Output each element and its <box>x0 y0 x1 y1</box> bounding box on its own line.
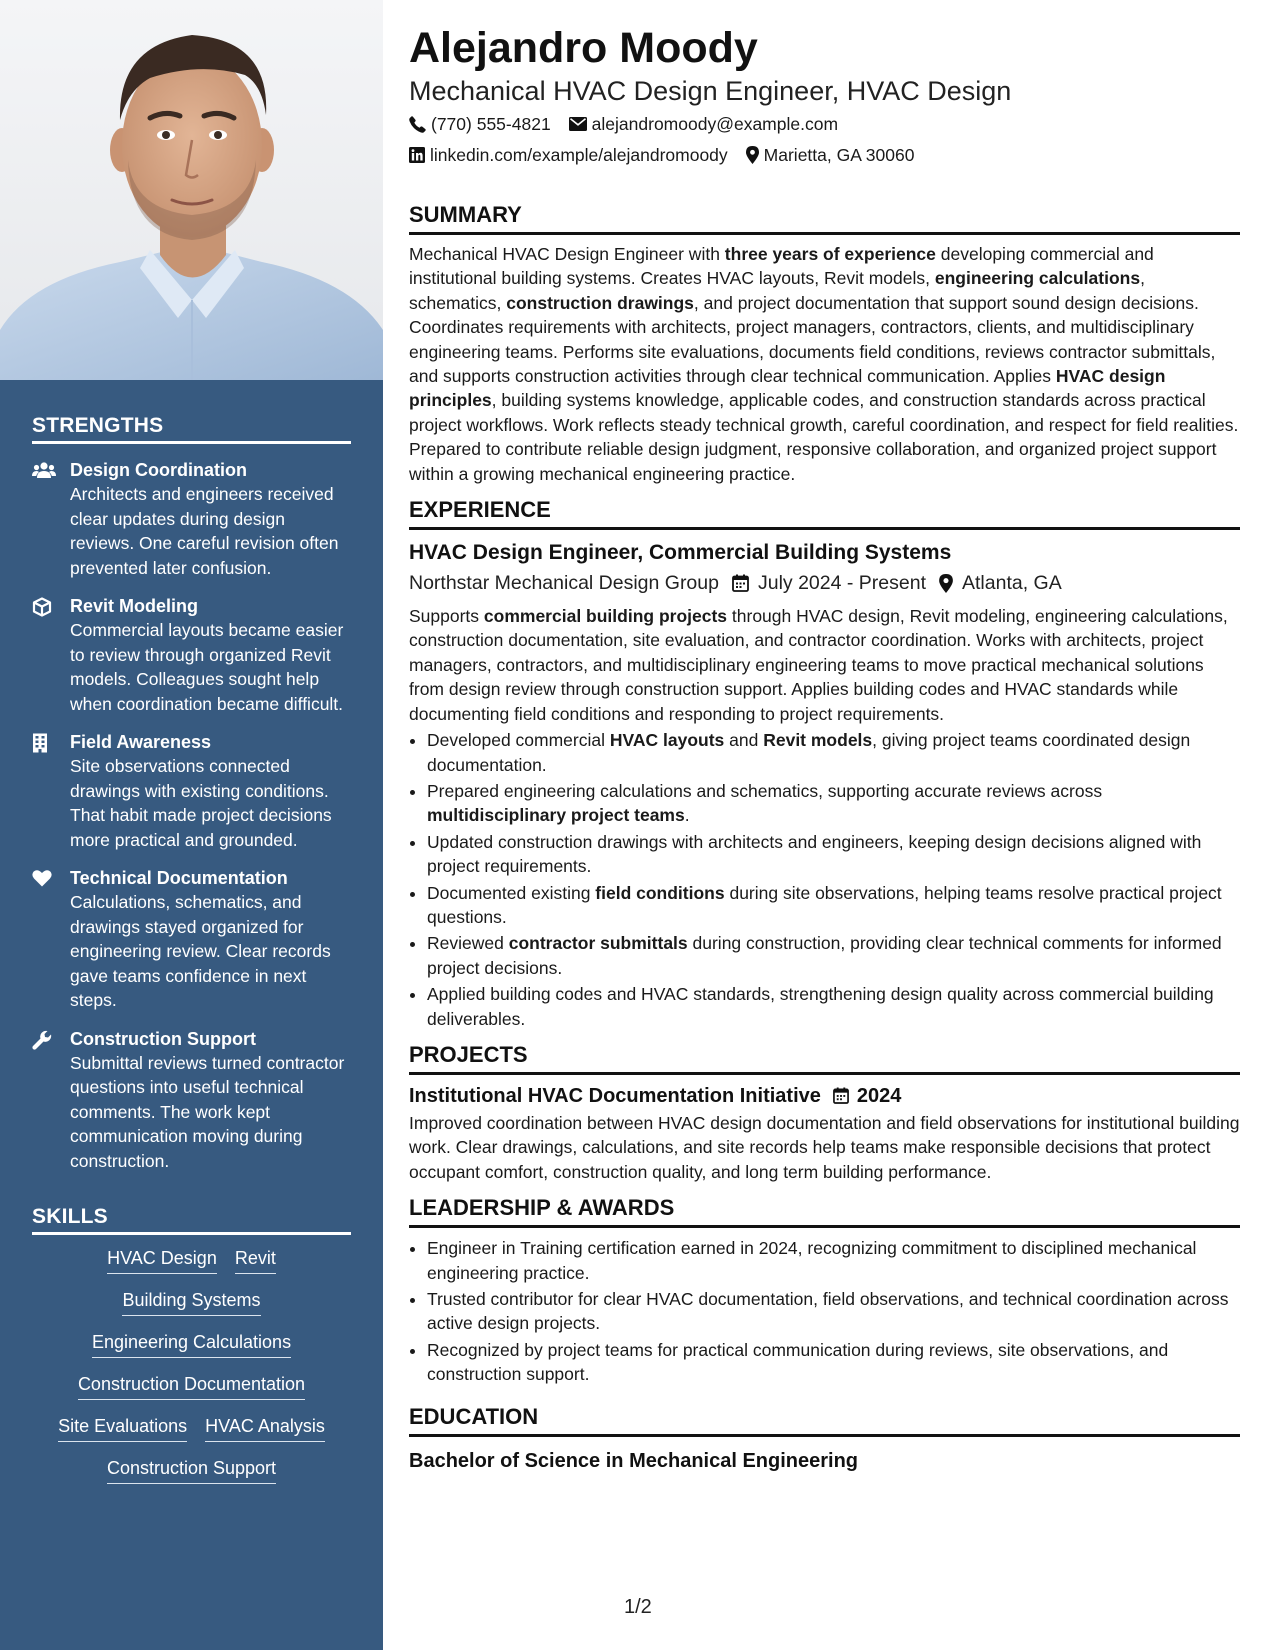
email-text: alejandromoody@example.com <box>591 114 839 134</box>
phone-contact[interactable] <box>409 112 551 136</box>
skills-list <box>32 1245 351 1484</box>
strength-item <box>32 866 351 1013</box>
page-number: 1/2 <box>624 1596 652 1618</box>
job-description <box>409 604 1240 726</box>
strength-title: Technical Documentation <box>70 868 288 888</box>
summary-text-part: , schematics, <box>409 268 1145 313</box>
strength-item <box>32 594 351 716</box>
bullet-text: Documented existing <box>427 882 596 903</box>
map-pin-icon <box>746 146 759 164</box>
strength-text: Site observations connected drawings with existing conditions. That habit made project decisions more practical and grounded. <box>70 756 332 850</box>
job-location: Atlanta, GA <box>962 572 1062 595</box>
summary-highlight: construction drawings <box>506 292 694 313</box>
skill-tag: Construction Documentation <box>78 1371 305 1400</box>
strength-text: Submittal reviews turned contractor questions into useful technical comments. The work kept communication moving during construction. <box>70 1052 345 1171</box>
strength-item <box>32 1027 351 1174</box>
strength-title: Field Awareness <box>70 732 212 752</box>
calendar-icon <box>833 1087 849 1104</box>
headline: Mechanical HVAC Design Engineer, HVAC Design <box>409 76 1012 106</box>
contact-row <box>409 112 1240 136</box>
strengths-heading: STRENGTHS <box>32 414 351 444</box>
bullet-highlight: Revit models <box>763 730 873 751</box>
skill-tag: Revit <box>235 1245 276 1274</box>
linkedin-contact[interactable] <box>409 143 728 167</box>
experience-bullet <box>427 830 1240 879</box>
sidebar <box>0 0 383 1650</box>
linkedin-icon <box>409 147 425 163</box>
degree-title: Bachelor of Science in Mechanical Engineering <box>409 1449 859 1472</box>
skill-tag: Site Evaluations <box>58 1413 187 1442</box>
skill-tag: HVAC Analysis <box>205 1413 325 1442</box>
experience-bullet <box>427 728 1240 777</box>
wrench-icon <box>32 1027 70 1174</box>
users-icon <box>32 458 70 580</box>
experience-bullet <box>427 931 1240 980</box>
job-title: HVAC Design Engineer, Commercial Building Systems <box>409 541 952 565</box>
bullet-text: Updated construction drawings with architects and engineers, keeping design decisions aligned with project requirements. <box>427 831 1202 877</box>
main-content <box>409 0 1240 1474</box>
strength-text: Calculations, schematics, and drawings stayed organized for engineering review. Clear records gave teams confidence in next steps. <box>70 892 331 1010</box>
strength-title: Design Coordination <box>70 460 247 480</box>
bullet-highlight: multidisciplinary project teams <box>427 805 685 826</box>
leadership-bullet: • Recognized by project teams for practical communication during reviews, site observations, and construction support. <box>427 1338 1240 1387</box>
bullet-highlight: contractor submittals <box>508 933 688 954</box>
leadership-heading: LEADERSHIP & AWARDS <box>409 1194 1240 1228</box>
calendar-icon <box>732 574 749 592</box>
contact-row <box>409 143 1240 167</box>
leadership-bullet: • Engineer in Training certification earned in 2024, recognizing commitment to disciplined mechanical engineering practice. <box>427 1236 1240 1285</box>
bullet-text: Developed commercial <box>427 730 610 751</box>
phone-text: (770) 555-4821 <box>431 114 551 134</box>
sidebar-content <box>32 380 351 1484</box>
summary-highlight: engineering calculations <box>934 268 1141 289</box>
bullet-text: Prepared engineering calculations and schematics, supporting accurate reviews across <box>427 780 1103 801</box>
strength-text: Architects and engineers received clear updates during design reviews. One careful revision often prevented later confusion. <box>70 484 339 578</box>
experience-bullet <box>427 779 1240 828</box>
bullet-text: during construction, providing clear technical comments for informed project decisions. <box>427 933 1222 978</box>
experience-bullet <box>427 982 1240 1031</box>
bullet-text: , giving project teams coordinated design documentation. <box>427 730 1191 775</box>
map-pin-icon <box>939 574 953 593</box>
cube-icon <box>32 594 70 716</box>
education-heading: EDUCATION <box>409 1403 1240 1437</box>
summary-text <box>409 242 1240 486</box>
phone-icon <box>409 116 426 133</box>
skill-tag: Building Systems <box>122 1287 260 1316</box>
summary-text-part: developing commercial and institutional building systems. Creates HVAC layouts, Revit models, <box>409 244 1154 289</box>
email-contact[interactable] <box>569 112 838 136</box>
job-desc-part: Supports <box>409 606 484 627</box>
strength-item <box>32 730 351 852</box>
candidate-name: Alejandro Moody <box>409 24 758 72</box>
project-description: Improved coordination between HVAC design documentation and field observations for institutional building work. Clear drawings, calculations, and site records help teams make responsible decisions that protect occupant comfort, construction quality, and long term building performance. <box>409 1112 1240 1182</box>
skill-tag: HVAC Design <box>107 1245 217 1274</box>
leadership-bullet: • Trusted contributor for clear HVAC documentation, field observations, and technical coordination across active design projects. <box>427 1287 1240 1336</box>
skill-tag: Engineering Calculations <box>92 1329 291 1358</box>
project-title-row <box>409 1083 1240 1109</box>
building-icon <box>32 730 70 852</box>
heart-icon <box>32 866 70 1013</box>
strength-title: Revit Modeling <box>70 596 199 616</box>
company-name: Northstar Mechanical Design Group <box>409 572 719 595</box>
job-desc-highlight: commercial building projects <box>483 606 728 627</box>
skills-heading: SKILLS <box>32 1205 351 1235</box>
linkedin-text: linkedin.com/example/alejandromoody <box>430 145 728 165</box>
project-title: Institutional HVAC Documentation Initiative <box>409 1084 821 1107</box>
experience-bullet <box>427 881 1240 930</box>
experience-heading: EXPERIENCE <box>409 496 1240 530</box>
projects-heading: PROJECTS <box>409 1041 1240 1075</box>
experience-bullets <box>409 728 1240 1031</box>
location-text: Marietta, GA 30060 <box>763 145 915 165</box>
bullet-highlight: field conditions <box>595 882 725 903</box>
job-meta <box>409 570 1240 596</box>
summary-text-part: , building systems knowledge, applicable codes, and construction standards across practical project workflows. Work reflects steady technical growth, careful coordination, and respect for field realities. Prepared to contribute reliable design judgment, responsive collaboration, and organized project support within a growing mechanical engineering practice. <box>409 390 1239 484</box>
project-year: 2024 <box>856 1084 902 1107</box>
bullet-text: Reviewed <box>427 933 509 954</box>
location-contact <box>746 143 915 167</box>
profile-photo <box>0 0 383 380</box>
bullet-highlight: HVAC layouts <box>609 730 725 751</box>
strength-item <box>32 458 351 580</box>
strength-title: Construction Support <box>70 1028 256 1049</box>
bullet-text: Applied building codes and HVAC standards, strengthening design quality across commercial building deliverables. <box>427 984 1214 1029</box>
summary-highlight: HVAC design principles <box>409 366 1166 411</box>
job-desc-part: through HVAC design, Revit modeling, engineering calculations, construction documentation, site evaluation, and contractor coordination. Works with architects, project managers, contractors, and multidisciplinary engineering teams to move practical mechanical solutions from design review through construction support. Applies building codes and HVAC standards while documenting field conditions and responding to project requirements. <box>409 606 1228 724</box>
summary-highlight: three years of experience <box>724 244 936 264</box>
summary-text-part: Mechanical HVAC Design Engineer with <box>409 244 725 264</box>
bullet-text: . <box>684 805 690 826</box>
skill-tag: Construction Support <box>107 1455 276 1484</box>
job-dates: July 2024 - Present <box>757 572 926 595</box>
summary-text-part: , and project documentation that support sound design decisions. Coordinates requirements with architects, project managers, contractors, clients, and multidisciplinary engineering teams. Performs site evaluations, documents field conditions, reviews contractor submittals, and supports construction activities through clear technical communication. Applies <box>409 292 1216 387</box>
bullet-text: during site observations, helping teams resolve practical project questions. <box>427 882 1222 927</box>
leadership-bullets <box>409 1236 1240 1386</box>
strength-text: Commercial layouts became easier to review through organized Revit models. Colleagues sought help when coordination became difficult. <box>70 620 344 714</box>
summary-heading: SUMMARY <box>409 201 1240 235</box>
bullet-text: and <box>724 730 764 751</box>
envelope-icon <box>569 117 587 131</box>
